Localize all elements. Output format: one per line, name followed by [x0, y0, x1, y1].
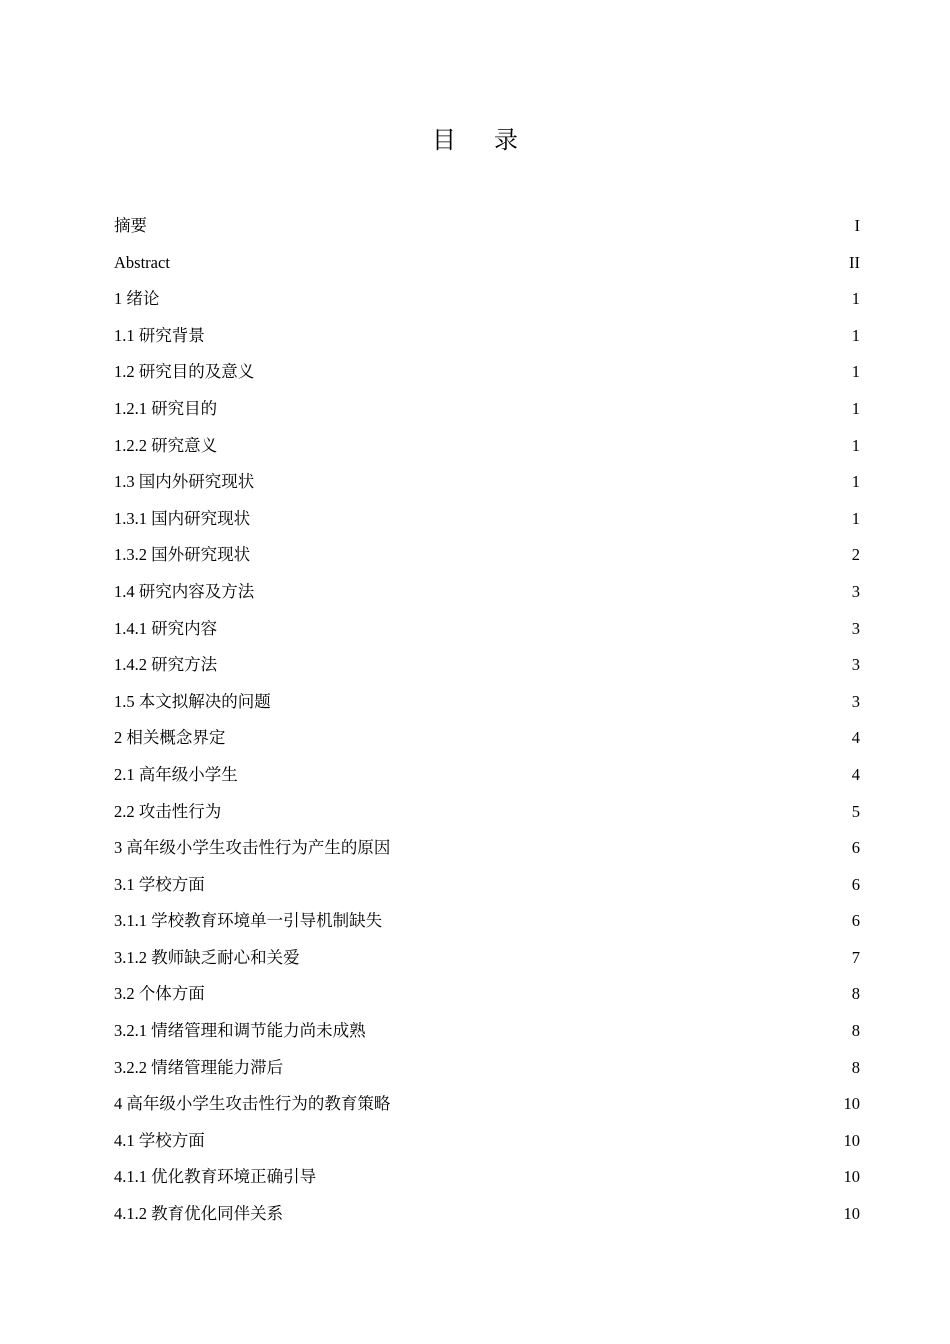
toc-entry-page-number: 8	[851, 1057, 860, 1077]
toc-entry[interactable]	[114, 574, 860, 611]
toc-dot-leader	[218, 633, 851, 634]
toc-entry-page-number: 1	[851, 472, 860, 492]
toc-entry-label: 1.3.1 国内研究现状	[114, 508, 251, 528]
toc-entry[interactable]	[114, 720, 860, 757]
toc-entry-label: 1.5 本文拟解决的问题	[114, 691, 271, 711]
toc-entry[interactable]	[114, 647, 860, 684]
toc-entry-label: 3.2 个体方面	[114, 984, 205, 1004]
toc-entry-page-number: 3	[851, 581, 860, 601]
toc-dot-leader	[206, 889, 851, 890]
toc-dot-leader	[218, 669, 851, 670]
toc-entry-page-number: 3	[851, 655, 860, 675]
toc-dot-leader	[206, 1145, 843, 1146]
toc-entry-page-number: 1	[851, 325, 860, 345]
toc-entry-label: 3 高年级小学生攻击性行为产生的原因	[114, 838, 391, 858]
toc-entry-page-number: 8	[851, 1021, 860, 1041]
toc-entry-page-number: 6	[851, 838, 860, 858]
toc-entry-page-number: 2	[851, 545, 860, 565]
toc-entry-page-number: 10	[843, 1094, 860, 1114]
toc-dot-leader	[255, 486, 851, 487]
toc-entry-label: 3.1.1 学校教育环境单一引导机制缺失	[114, 911, 383, 931]
toc-dot-leader	[160, 303, 850, 304]
toc-entry-page-number: 8	[851, 984, 860, 1004]
toc-dot-leader	[148, 230, 854, 231]
toc-entry-page-number: 5	[851, 801, 860, 821]
toc-dot-leader	[255, 376, 851, 377]
toc-title	[0, 124, 950, 156]
toc-dot-leader	[391, 852, 850, 853]
toc-dot-leader	[171, 267, 848, 268]
toc-entry-page-number: 3	[851, 618, 860, 638]
toc-entry-label: 1.3.2 国外研究现状	[114, 545, 251, 565]
toc-list	[114, 208, 860, 1233]
toc-entry[interactable]	[114, 684, 860, 721]
toc-dot-leader	[383, 925, 851, 926]
toc-entry[interactable]	[114, 1013, 860, 1050]
toc-entry[interactable]	[114, 1050, 860, 1087]
toc-dot-leader	[272, 706, 851, 707]
toc-entry-label: 3.2.1 情绪管理和调节能力尚未成熟	[114, 1021, 366, 1041]
toc-entry-label: 4.1.1 优化教育环境正确引导	[114, 1167, 317, 1187]
toc-entry-label: Abstract	[114, 252, 170, 272]
toc-dot-leader	[226, 742, 850, 743]
toc-entry-label: 1.4.1 研究内容	[114, 618, 218, 638]
toc-entry[interactable]	[114, 245, 860, 282]
toc-entry-label: 1.2 研究目的及意义	[114, 362, 255, 382]
toc-entry[interactable]	[114, 208, 860, 245]
toc-dot-leader	[367, 1035, 851, 1036]
toc-entry[interactable]	[114, 391, 860, 428]
toc-entry-label: 3.1 学校方面	[114, 874, 205, 894]
toc-entry-page-number: 6	[851, 874, 860, 894]
toc-entry-page-number: 1	[851, 362, 860, 382]
toc-entry[interactable]	[114, 976, 860, 1013]
toc-entry-label: 1.3 国内外研究现状	[114, 472, 255, 492]
toc-entry-label: 4.1 学校方面	[114, 1130, 205, 1150]
toc-entry-label: 1.4.2 研究方法	[114, 655, 218, 675]
toc-entry[interactable]	[114, 354, 860, 391]
toc-entry-page-number: 10	[843, 1130, 860, 1150]
toc-entry-label: 3.1.2 教师缺乏耐心和关爱	[114, 947, 300, 967]
toc-entry-label: 4.1.2 教育优化同伴关系	[114, 1204, 284, 1224]
toc-entry-page-number: 3	[851, 691, 860, 711]
toc-entry[interactable]	[114, 1196, 860, 1233]
toc-entry-label: 摘要	[114, 216, 147, 235]
toc-entry[interactable]	[114, 1123, 860, 1160]
toc-dot-leader	[218, 413, 851, 414]
toc-entry[interactable]	[114, 940, 860, 977]
toc-entry[interactable]	[114, 867, 860, 904]
toc-dot-leader	[222, 816, 851, 817]
toc-dot-leader	[251, 523, 851, 524]
toc-dot-leader	[391, 1108, 842, 1109]
toc-title-char-2: 录	[494, 126, 518, 154]
toc-entry-page-number: 1	[851, 289, 860, 309]
toc-entry[interactable]	[114, 537, 860, 574]
toc-entry-page-number: 10	[843, 1167, 860, 1187]
toc-entry-page-number: 1	[851, 435, 860, 455]
toc-title-char-1: 目	[432, 126, 456, 154]
toc-entry[interactable]	[114, 501, 860, 538]
toc-entry[interactable]	[114, 1086, 860, 1123]
toc-entry[interactable]	[114, 428, 860, 465]
toc-entry[interactable]	[114, 611, 860, 648]
toc-entry[interactable]	[114, 757, 860, 794]
toc-entry[interactable]	[114, 318, 860, 355]
toc-dot-leader	[255, 596, 851, 597]
toc-entry-page-number: 7	[851, 947, 860, 967]
toc-entry-page-number: 1	[851, 398, 860, 418]
toc-entry-label: 2.1 高年级小学生	[114, 764, 238, 784]
toc-entry-page-number: 4	[851, 728, 860, 748]
toc-entry-page-number: 1	[851, 508, 860, 528]
toc-entry[interactable]	[114, 281, 860, 318]
toc-entry[interactable]	[114, 794, 860, 831]
toc-entry-page-number: 6	[851, 911, 860, 931]
toc-entry-page-number: II	[849, 252, 860, 272]
toc-entry-label: 2 相关概念界定	[114, 728, 226, 748]
toc-dot-leader	[239, 779, 851, 780]
toc-dot-leader	[206, 998, 851, 999]
toc-dot-leader	[206, 340, 851, 341]
toc-entry-label: 3.2.2 情绪管理能力滞后	[114, 1057, 284, 1077]
toc-entry-label: 1.2.2 研究意义	[114, 435, 218, 455]
toc-entry-page-number: 10	[843, 1204, 860, 1224]
toc-dot-leader	[317, 1181, 842, 1182]
toc-dot-leader	[284, 1218, 842, 1219]
toc-entry-label: 4 高年级小学生攻击性行为的教育策略	[114, 1094, 391, 1114]
toc-entry-label: 1.2.1 研究目的	[114, 398, 218, 418]
toc-entry-label: 1.4 研究内容及方法	[114, 581, 255, 601]
toc-entry[interactable]	[114, 903, 860, 940]
toc-entry-label: 2.2 攻击性行为	[114, 801, 222, 821]
toc-entry-page-number: 4	[851, 764, 860, 784]
toc-entry-label: 1 绪论	[114, 289, 160, 309]
toc-entry[interactable]	[114, 464, 860, 501]
toc-entry[interactable]	[114, 1159, 860, 1196]
toc-dot-leader	[301, 962, 851, 963]
toc-dot-leader	[218, 450, 851, 451]
toc-entry[interactable]	[114, 830, 860, 867]
toc-dot-leader	[251, 559, 851, 560]
toc-entry-label: 1.1 研究背景	[114, 325, 205, 345]
toc-dot-leader	[284, 1072, 851, 1073]
toc-entry-page-number: I	[854, 216, 860, 235]
